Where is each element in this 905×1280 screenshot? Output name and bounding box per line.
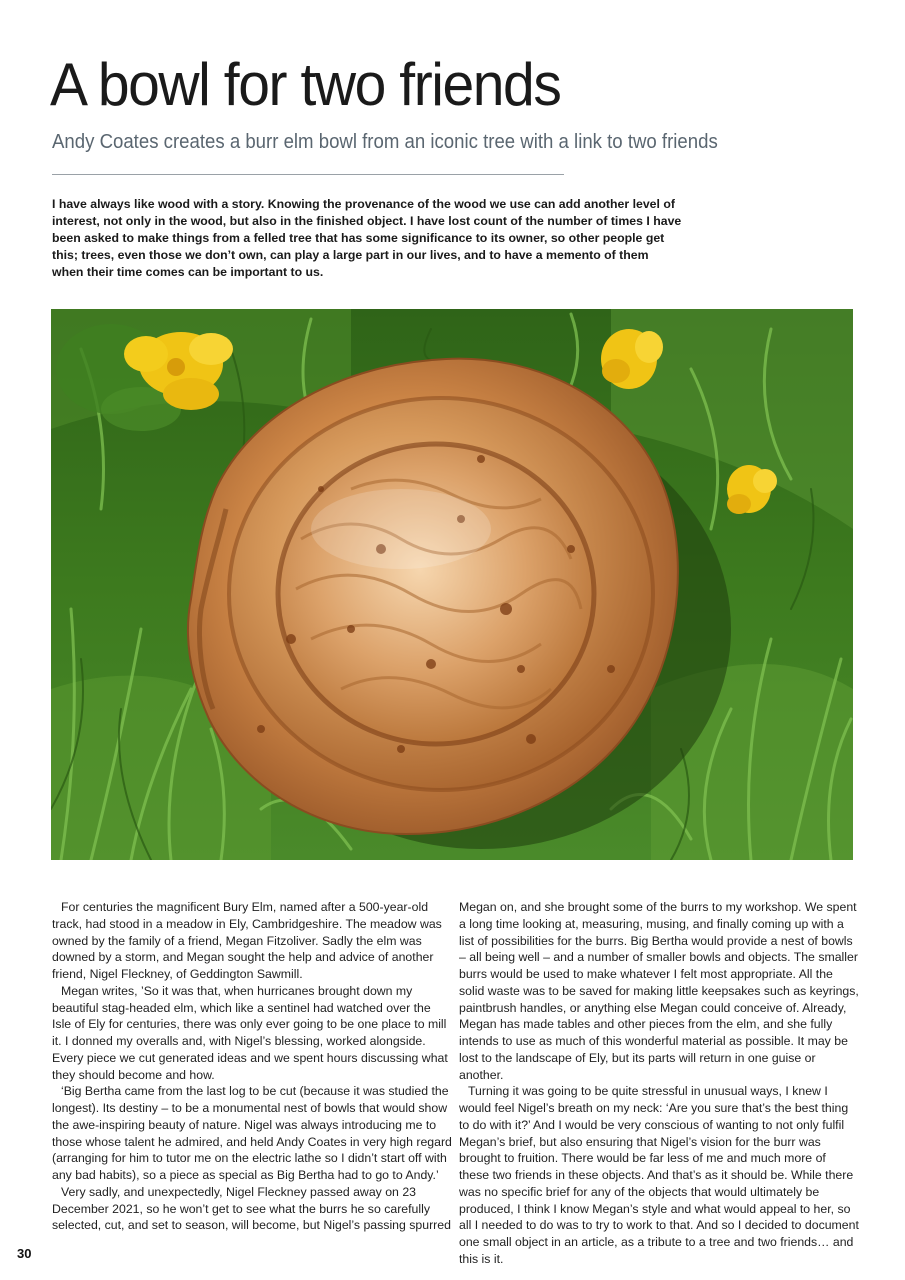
title-divider bbox=[52, 174, 564, 175]
standfirst: I have always like wood with a story. Knowing the provenance of the wood we use can add another level of interest, not only in the wood, but also in the finished object. I have lost count of the number of times I have been asked to make things from a felled tree that has some significance to its owner, so other people get this; trees, even those we don’t own, can play a large part in our lives, and to have a memento of them when their time comes can be important to us. bbox=[52, 197, 682, 280]
page-number: 30 bbox=[17, 1246, 32, 1261]
body-paragraph: Very sadly, and unexpectedly, Nigel Fleckney passed away on 23 December 2021, so he won’t get to see what the burrs he so carefully selected, cut, and set to season, will become, but Nigel’s passing spurred bbox=[52, 1184, 451, 1233]
body-paragraph: ‘Big Bertha came from the last log to be cut (because it was studied the longest). Its destiny – to be a monumental nest of bowls that would show the awe-inspiring beauty of nature. Nigel was always introducing me to those whose talent he admired, and held Andy Coates in very high regard (arranging for him to tutor me on the electric lathe so I didn’t start off with any bad habits), so a piece as special as Big Bertha had to go to Andy.’ bbox=[52, 1084, 452, 1182]
article-title: A bowl for two friends bbox=[50, 51, 561, 118]
body-column-right bbox=[459, 899, 859, 1268]
body-paragraph: Megan writes, ’So it was that, when hurricanes brought down my beautiful stag-headed elm, which like a sentinel had watched over the Isle of Ely for centuries, there was only ever going to be one place to mill it. I donned my overalls and, with Nigel’s blessing, worked alongside. Every piece we cut generated ideas and we spent hours discussing what they should become and how. bbox=[52, 983, 448, 1082]
body-column-left bbox=[52, 899, 452, 1234]
article-subtitle: Andy Coates creates a burr elm bowl from an iconic tree with a link to two friends bbox=[52, 131, 718, 153]
body-paragraph: Megan on, and she brought some of the burrs to my workshop. We spent a long time looking at, measuring, musing, and finally coming up with a list of possibilities for the burrs. Big Bertha would provide a nest of bowls – all being well – and a number of smaller bowls and objects. The smaller burrs would be used to make whatever I felt most appropriate. All the solid waste was to be saved for making little keepsakes such as keyrings, paintbrush handles, or anything else Megan could conceive of. Already, Megan has made tables and other pieces from the elm, and she fully intends to use as much of this wonderful material as possible. It may be lost to the landscape of Ely, but its parts will return in one guise or another. bbox=[459, 900, 859, 1082]
body-paragraph: For centuries the magnificent Bury Elm, named after a 500-year-old track, had stood in a meadow in Ely, Cambridgeshire. The meadow was owned by the family of a friend, Megan Fitzoliver. Sadly the elm was downed by a storm, and Megan sought the help and advice of another friend, Nigel Fleckney, of Geddington Sawmill. bbox=[52, 900, 442, 981]
body-paragraph: Turning it was going to be quite stressful in unusual ways, I knew I would feel Nigel’s breath on my neck: ‘Are you sure that’s the best thing to do with it?’ And I would be very conscious of wanting to not only fulfil Megan’s brief, but also ensuring that Nigel’s vision for the burr was brought to fruition. There would be far less of me and much more of these two friends in these objects. And that’s as it should be. While there was no specific brief for any of the objects that would ultimately be produced, I think I know Megan’s style and what would appeal to her, so all I needed to do was to try to work to that. And so I decided to document one small object in an article, as a tribute to a tree and two friends… and this is it. bbox=[459, 1084, 859, 1266]
burr-elm-bowl-photo bbox=[51, 309, 853, 860]
